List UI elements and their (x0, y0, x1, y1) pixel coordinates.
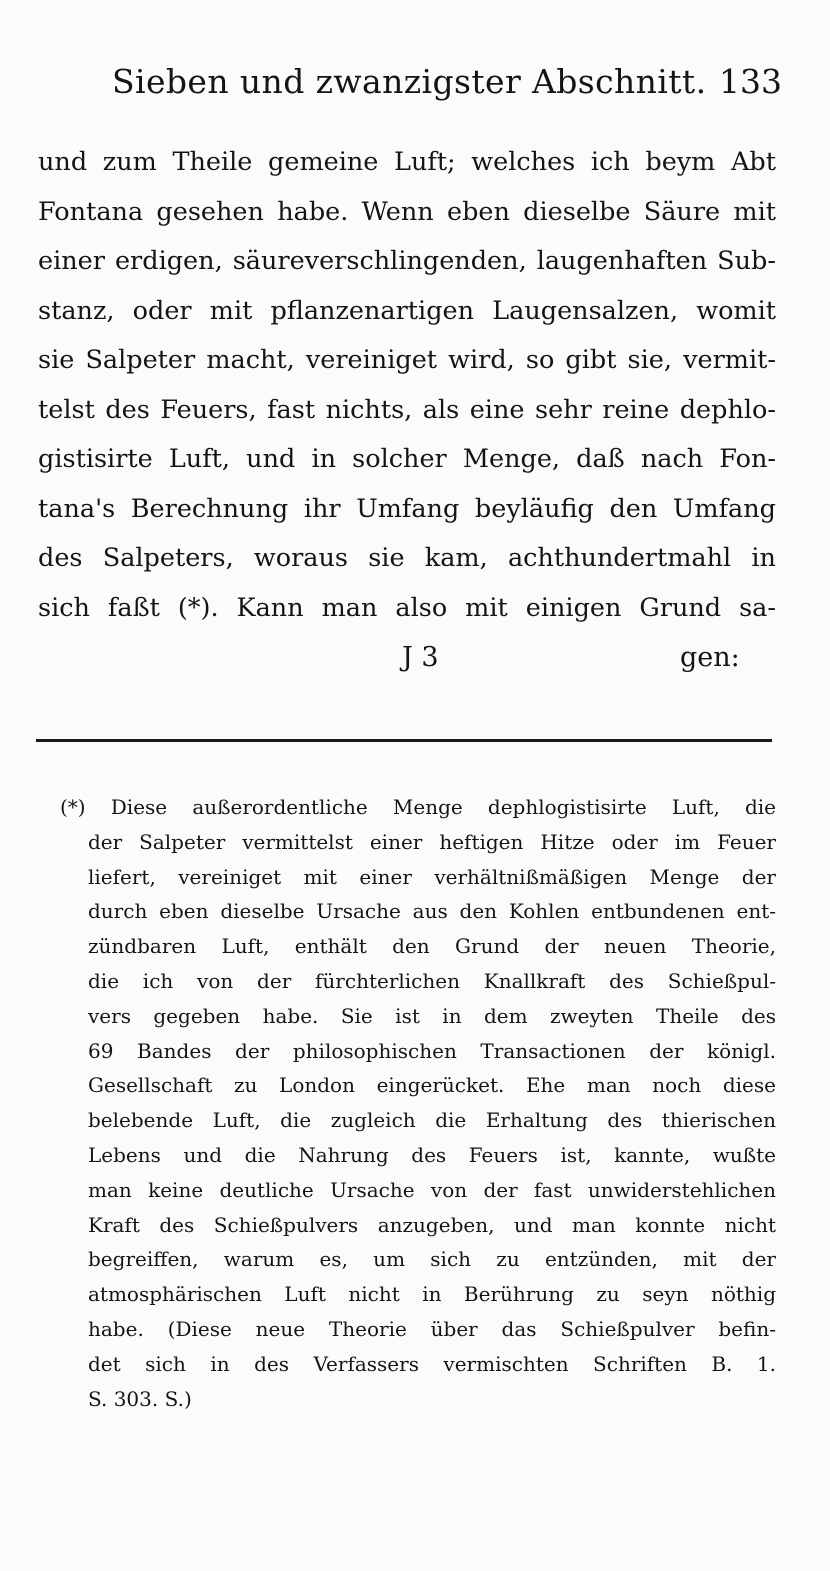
text-line: des Salpeters, woraus sie kam, achthundertmahl in (38, 543, 776, 573)
footnote-separator-rule (36, 739, 772, 742)
text-line: sich faßt (*). Kann man also mit einigen Grund sa- (38, 592, 776, 623)
footnote-line: die ich von der fürchterlichen Knallkraft des Schießpul- (88, 968, 776, 993)
footnote-line: zündbaren Luft, enthält den Grund der neuen Theorie, (88, 934, 776, 959)
footnote (60, 790, 776, 1416)
footnote-line: Lebens und die Nahrung des Feuers ist, kannte, wußte (88, 1142, 776, 1167)
footnote-line: belebende Luft, die zugleich die Erhaltung des thierischen (88, 1108, 776, 1133)
main-text (38, 138, 776, 633)
text-line: telst des Feuers, fast nichts, als eine sehr reine dephlo- (38, 394, 776, 425)
footnote-line: det sich in des Verfassers vermischten Schriften B. 1. (88, 1351, 776, 1376)
printer-signature: J 3 (402, 642, 439, 673)
footnote-line: vers gegeben habe. Sie ist in dem zweyten Theile des (88, 1003, 776, 1028)
footnote-line: S. 303. S.) (88, 1386, 192, 1411)
footnote-line: man keine deutliche Ursache von der fast unwiderstehlichen (88, 1177, 776, 1202)
footnote-line: liefert, vereiniget mit einer verhältnißmäßigen Menge der (88, 864, 776, 889)
text-line: einer erdigen, säureverschlingenden, laugenhaften Sub- (38, 246, 776, 276)
text-line: gistisirte Luft, und in solcher Menge, daß nach Fon- (38, 444, 776, 474)
footnote-line: begreiffen, warum es, um sich zu entzünden, mit der (88, 1247, 776, 1272)
text-line: und zum Theile gemeine Luft; welches ich beym Abt (38, 147, 776, 177)
footnote-line: atmosphärischen Luft nicht in Berührung zu seyn nöthig (88, 1282, 776, 1307)
footnote-line: 69 Bandes der philosophischen Transactionen der königl. (88, 1038, 776, 1063)
text-line: Fontana gesehen habe. Wenn eben dieselbe Säure mit (38, 196, 776, 227)
footnote-line: der Salpeter vermittelst einer heftigen Hitze oder im Feuer (88, 829, 776, 854)
page-header (112, 62, 782, 110)
footnote-line: durch eben dieselbe Ursache aus den Kohlen entbundenen ent- (88, 899, 776, 924)
footnote-line: (*) Diese außerordentliche Menge dephlogistisirte Luft, die (60, 795, 776, 819)
text-line: sie Salpeter macht, vereiniget wird, so gibt sie, vermit- (38, 345, 776, 375)
text-line: stanz, oder mit pflanzenartigen Laugensalzen, womit (38, 295, 776, 326)
footnote-line: Kraft des Schießpulvers anzugeben, und man konnte nicht (88, 1212, 776, 1237)
footnote-line: habe. (Diese neue Theorie über das Schießpulver befin- (88, 1316, 776, 1341)
running-title: Sieben und zwanzigster Abschnitt. (112, 62, 707, 101)
catchword: gen: (680, 642, 740, 673)
page-number: 133 (719, 62, 782, 101)
signature-row (0, 642, 830, 682)
text-line: tana's Berechnung ihr Umfang beyläufig den Umfang (38, 493, 776, 524)
footnote-line: Gesellschaft zu London eingerücket. Ehe man noch diese (88, 1073, 776, 1098)
